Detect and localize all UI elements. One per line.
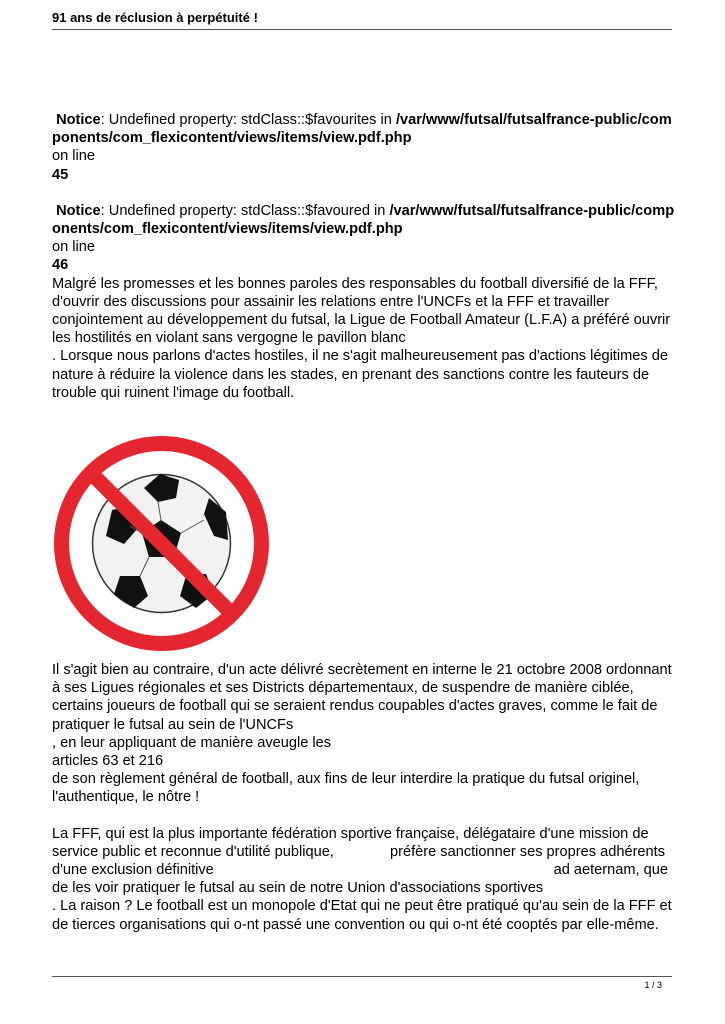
page-header xyxy=(52,10,672,30)
notice-message: : Undefined property: stdClass::$favourites in xyxy=(100,112,396,128)
paragraph-fff xyxy=(52,825,677,861)
paragraph-articles: articles 63 et 216 xyxy=(52,753,164,770)
php-notice-2 xyxy=(52,202,677,275)
notice-path: /var/www/futsal/futsalfrance-public/components/com_flexicontent/views/items/view.pdf.php xyxy=(52,112,672,147)
paragraph-intro: Malgré les promesses et les bonnes paroles des responsables du football diversifié de la FFF, d'ouvrir des discussions pour assainir les relations entre l'UNCFs et la FFF et travailler conjointement au développement du futsal, la Ligue de Football Amateur (L.F.A) a préféré ouvrir les hostilités en violant sans vergogne le pavillon blanc xyxy=(52,275,671,347)
notice-line-number: 46 xyxy=(52,257,69,274)
footer-divider xyxy=(52,976,672,977)
notice-label: Notice xyxy=(56,112,101,128)
paragraph-fff-prefers: préfère sanctionner ses propres adhérents xyxy=(390,843,666,860)
no-football-icon xyxy=(54,436,269,651)
paragraph-decision: Il s'agit bien au contraire, d'un acte délivré secrètement en interne le 21 octobre 2008 ordonnant à ses Ligues régionales et ses Districts départementaux, de suspendre de manière ciblée, certains joueurs de football qui se seraient rendus coupables d'actes graves, comme le fait de pratiquer le futsal au sein de l'UNCFs xyxy=(52,662,672,733)
paragraph-fff-exclusion-text: d'une exclusion définitive xyxy=(52,862,214,879)
page-title: 91 ans de réclusion à perpétuité ! xyxy=(52,10,258,25)
document-body xyxy=(52,111,677,934)
paragraph-fff-exclusion xyxy=(52,861,677,879)
paragraph-decision-2: , en leur appliquant de manière aveugle les xyxy=(52,734,332,751)
paragraph-fff-union: de les voir pratiquer le futsal au sein de notre Union d'associations sportives xyxy=(52,880,544,897)
notice-label: Notice xyxy=(56,202,101,219)
paragraph-decision-3: de son règlement général de football, aux fins de leur interdire la pratique du futsal originel, l'authentique, le nôtre ! xyxy=(52,771,640,806)
page-number: 1 / 3 xyxy=(644,980,662,990)
paragraph-fff-reason: . La raison ? Le football est un monopole d'Etat qui ne peut être pratiqué qu'au sein de la FFF et de tierces organisations qui o-nt passé une convention ou qui o-nt été cooptés par elle-même. xyxy=(52,898,672,933)
notice-message: : Undefined property: stdClass::$favoured in xyxy=(100,202,390,219)
paragraph-intro-continued: . Lorsque nous parlons d'actes hostiles, il ne s'agit malheureusement pas d'actions légitimes de nature à réduire la violence dans les stades, en prenant des sanctions contre les fauteurs de trouble qui ruinent l'image du football. xyxy=(52,348,668,401)
paragraph-fff-text: La FFF, qui est la plus importante fédération sportive française, délégataire d'une mission de service public et reconnue d'utilité publique, xyxy=(52,825,649,860)
notice-path: /var/www/futsal/futsalfrance-public/components/com_flexicontent/views/items/view.pdf.php xyxy=(52,202,675,238)
paragraph-fff-aeternam: ad aeternam, que xyxy=(553,862,668,879)
notice-on-line: on line xyxy=(52,239,96,256)
notice-on-line: on line xyxy=(52,148,96,165)
php-notice-1 xyxy=(52,111,677,184)
notice-line-number: 45 xyxy=(52,166,69,183)
